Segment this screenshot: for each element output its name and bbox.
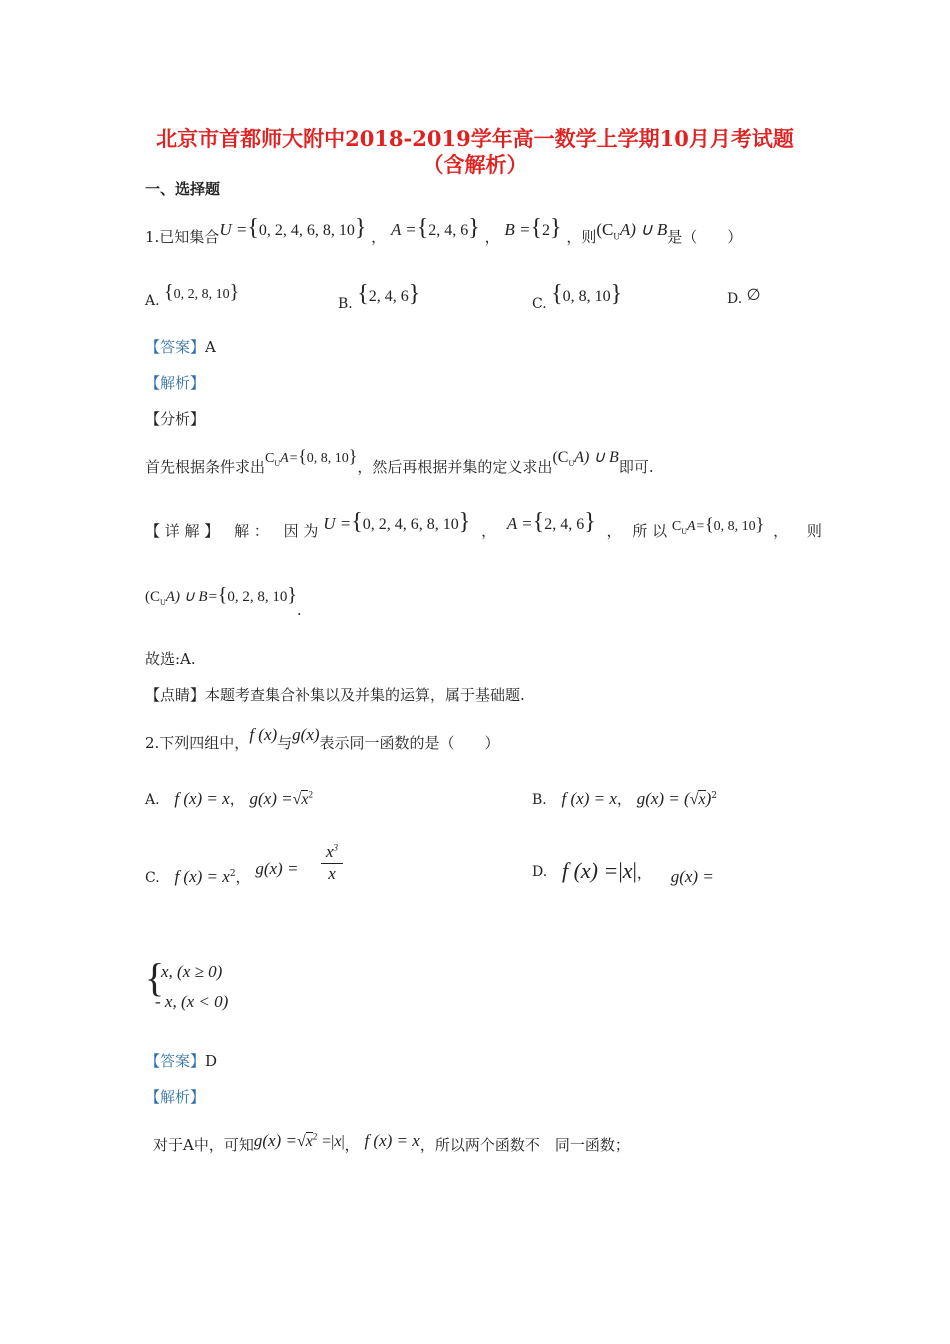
q1-option-b-value: 2, 4, 6	[368, 288, 409, 305]
q1-option-a: A. {0, 2, 8, 10}	[145, 281, 240, 309]
doc-title-line2: （含解析）	[422, 152, 528, 177]
q1-dianjing: 【点睛】本题考查集合补集以及并集的运算，属于基础题.	[145, 686, 525, 704]
q1-U: U =	[219, 220, 248, 239]
q2-option-b: B. f (x) = x， $g(x) = (√x)^2$	[532, 789, 717, 808]
q1-detail: 【 详 解 】 解 ： 因 为 U ={0, 2, 4, 6, 8, 10} ， A ={2, 4, 6} ， 所 以 $C_UA=\{0$, 8, 10} ， 则	[145, 509, 822, 540]
q1-option-d: D. ∅	[727, 287, 761, 307]
q2-option-d: D. f (x) =|x|， g(x) =	[532, 858, 714, 886]
q1-option-c: C. {0, 8, 10}	[532, 281, 623, 312]
q2-jiexi-line: 对于A中，可知$g(x) =√x^2 =|x|$， f (x) = x，所以两个函数不 同一函数；	[153, 1131, 630, 1154]
q1-then: ，则	[566, 228, 597, 246]
doc-title-line1: 北京市首都师大附中2018-2019学年高一数学上学期10月月考试题	[156, 126, 794, 151]
q2-stem: 2.下列四组中，f (x)与g(x)表示同一函数的是（ ）	[145, 725, 500, 752]
q1-A: A =	[390, 220, 417, 239]
q1-expr-sub: U	[613, 231, 620, 242]
q1-result: $(C_UA)$ ∪ B={0, 2, 8, 10}.	[145, 584, 302, 619]
q1-option-d-value: ∅	[746, 287, 761, 304]
q1-jiexi-tag: 【解析】	[145, 374, 206, 392]
q1-choose: 故选:A.	[145, 650, 196, 668]
q2-option-c-fraction: $x^3$ x	[321, 842, 343, 884]
q1-answer-value: A	[205, 338, 216, 356]
q1-prefix: 1.已知集合	[145, 228, 220, 246]
q1-U-set: 0, 2, 4, 6, 8, 10	[258, 222, 355, 239]
q2-answer-value: D	[205, 1052, 218, 1070]
q1-option-b: B. {2, 4, 6}	[338, 281, 421, 312]
q2-option-a: A. f (x) = x， $g(x) =√x^2$	[145, 789, 313, 808]
q1-expr: (C	[596, 220, 614, 239]
q1-fenxi-text: 首先根据条件求出$C_UA=\{0$, 8, 10}，然后再根据并集的定义求出$(C_UA)$ ∪ B即可.	[145, 446, 654, 476]
q1-expr2: A) ∪ B	[619, 220, 668, 239]
section-heading: 一、选择题	[145, 180, 221, 198]
q1-B: B =	[504, 220, 531, 239]
q2-option-c: C. f $(x) = x^2$， g(x) =	[145, 859, 299, 886]
q2-answer: 【答案】D	[145, 1052, 218, 1070]
q1-suffix: 是（ ）	[667, 228, 743, 246]
q1-B-set: 2	[542, 222, 551, 239]
q1-answer: 【答案】A	[145, 338, 216, 356]
q1-option-a-value: 0, 2, 8, 10	[173, 287, 230, 302]
q2-jiexi-tag: 【解析】	[145, 1088, 206, 1106]
q1-option-c-value: 0, 8, 10	[562, 288, 611, 305]
q1-stem: 1.已知集合U ={0, 2, 4, 6, 8, 10} ， A ={2, 4, 6} ， B ={2} ，则$(C_UA)$ ∪ B是（ ）	[145, 215, 743, 246]
q1-A-set: 2, 4, 6	[428, 222, 469, 239]
q1-fenxi-tag: 【分析】	[145, 410, 206, 428]
